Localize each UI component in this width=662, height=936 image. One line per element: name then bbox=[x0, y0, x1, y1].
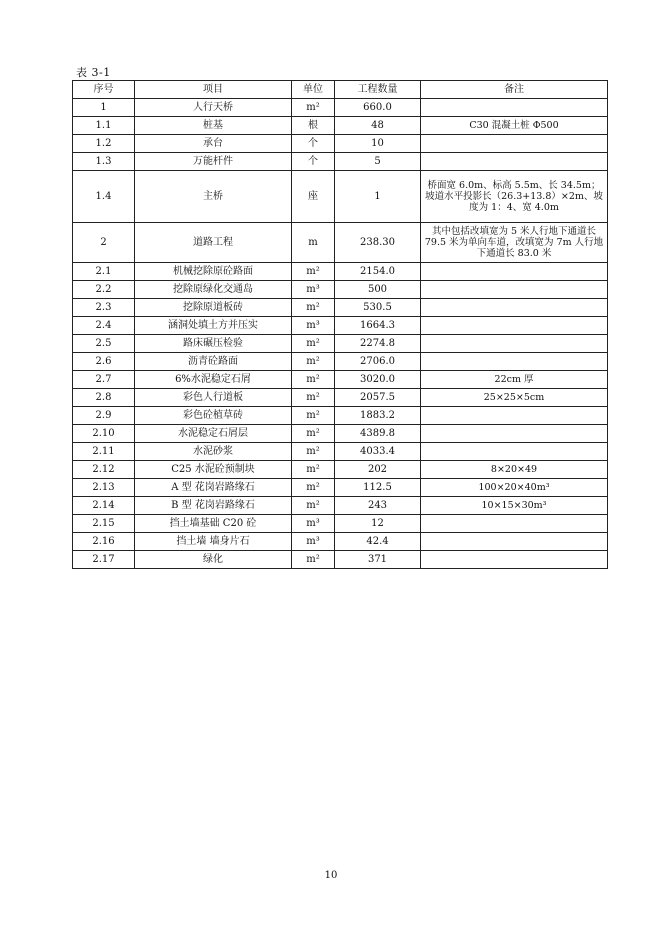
cell-notes bbox=[421, 335, 608, 353]
cell-qty: 243 bbox=[335, 497, 421, 515]
cell-no: 2.3 bbox=[73, 299, 135, 317]
cell-notes bbox=[421, 99, 608, 117]
cell-unit: m³ bbox=[292, 515, 335, 533]
cell-qty: 12 bbox=[335, 515, 421, 533]
cell-qty: 500 bbox=[335, 281, 421, 299]
cell-qty: 202 bbox=[335, 461, 421, 479]
cell-no: 2.10 bbox=[73, 425, 135, 443]
cell-no: 2.6 bbox=[73, 353, 135, 371]
table-row bbox=[73, 551, 608, 569]
cell-unit: m² bbox=[292, 425, 335, 443]
cell-unit: m² bbox=[292, 497, 335, 515]
cell-qty: 530.5 bbox=[335, 299, 421, 317]
cell-unit: m² bbox=[292, 263, 335, 281]
cell-item: 挖除原绿化交通岛 bbox=[135, 281, 292, 299]
cell-qty: 660.0 bbox=[335, 99, 421, 117]
cell-item: 挡土墙 墙身片石 bbox=[135, 533, 292, 551]
cell-notes bbox=[421, 135, 608, 153]
cell-notes bbox=[421, 425, 608, 443]
cell-unit: m² bbox=[292, 551, 335, 569]
cell-unit: m³ bbox=[292, 317, 335, 335]
header-qty: 工程数量 bbox=[335, 81, 421, 99]
cell-unit: m² bbox=[292, 371, 335, 389]
cell-item: 涵洞处填土方并压实 bbox=[135, 317, 292, 335]
cell-no: 2.9 bbox=[73, 407, 135, 425]
table-row bbox=[73, 443, 608, 461]
table-row bbox=[73, 335, 608, 353]
header-item: 项目 bbox=[135, 81, 292, 99]
cell-item: 挖除原道板砖 bbox=[135, 299, 292, 317]
cell-item: 彩色人行道板 bbox=[135, 389, 292, 407]
cell-notes bbox=[421, 533, 608, 551]
table-row bbox=[73, 99, 608, 117]
cell-qty: 10 bbox=[335, 135, 421, 153]
cell-no: 2.1 bbox=[73, 263, 135, 281]
cell-no: 2.17 bbox=[73, 551, 135, 569]
cell-no: 2.13 bbox=[73, 479, 135, 497]
table-row bbox=[73, 263, 608, 281]
table-row bbox=[73, 497, 608, 515]
cell-item: B 型 花岗岩路缘石 bbox=[135, 497, 292, 515]
cell-notes bbox=[421, 299, 608, 317]
cell-no: 1 bbox=[73, 99, 135, 117]
cell-item: 水泥稳定石屑层 bbox=[135, 425, 292, 443]
quantities-table bbox=[72, 80, 608, 569]
cell-notes bbox=[421, 317, 608, 335]
cell-item: 万能杆件 bbox=[135, 153, 292, 171]
cell-unit: m³ bbox=[292, 533, 335, 551]
cell-no: 2.5 bbox=[73, 335, 135, 353]
table-row bbox=[73, 171, 608, 223]
cell-qty: 1664.3 bbox=[335, 317, 421, 335]
table-row bbox=[73, 407, 608, 425]
cell-unit: m² bbox=[292, 99, 335, 117]
cell-qty: 238.30 bbox=[335, 223, 421, 263]
cell-item: 水泥砂浆 bbox=[135, 443, 292, 461]
header-unit: 单位 bbox=[292, 81, 335, 99]
cell-unit: m² bbox=[292, 353, 335, 371]
cell-item: 沥青砼路面 bbox=[135, 353, 292, 371]
cell-notes: 22cm 厚 bbox=[421, 371, 608, 389]
cell-no: 2.16 bbox=[73, 533, 135, 551]
cell-qty: 2706.0 bbox=[335, 353, 421, 371]
cell-qty: 5 bbox=[335, 153, 421, 171]
table-header-row bbox=[73, 81, 608, 99]
cell-unit: m² bbox=[292, 389, 335, 407]
cell-qty: 2154.0 bbox=[335, 263, 421, 281]
cell-qty: 1883.2 bbox=[335, 407, 421, 425]
cell-no: 2.12 bbox=[73, 461, 135, 479]
cell-notes: 8×20×49 bbox=[421, 461, 608, 479]
table-row bbox=[73, 299, 608, 317]
cell-no: 1.1 bbox=[73, 117, 135, 135]
cell-qty: 2057.5 bbox=[335, 389, 421, 407]
cell-unit: m² bbox=[292, 335, 335, 353]
cell-no: 2.4 bbox=[73, 317, 135, 335]
cell-qty: 42.4 bbox=[335, 533, 421, 551]
cell-no: 2.8 bbox=[73, 389, 135, 407]
cell-qty: 48 bbox=[335, 117, 421, 135]
cell-qty: 2274.8 bbox=[335, 335, 421, 353]
cell-item: 桩基 bbox=[135, 117, 292, 135]
cell-unit: m² bbox=[292, 407, 335, 425]
cell-no: 1.4 bbox=[73, 171, 135, 223]
cell-no: 2 bbox=[73, 223, 135, 263]
cell-notes bbox=[421, 263, 608, 281]
header-no: 序号 bbox=[73, 81, 135, 99]
cell-unit: m² bbox=[292, 443, 335, 461]
cell-item: 机械挖除原砼路面 bbox=[135, 263, 292, 281]
table-row bbox=[73, 371, 608, 389]
cell-notes bbox=[421, 551, 608, 569]
cell-unit: 个 bbox=[292, 153, 335, 171]
table-row bbox=[73, 461, 608, 479]
cell-notes bbox=[421, 353, 608, 371]
cell-unit: m² bbox=[292, 479, 335, 497]
cell-unit: m² bbox=[292, 299, 335, 317]
cell-notes bbox=[421, 443, 608, 461]
cell-no: 1.3 bbox=[73, 153, 135, 171]
table-row bbox=[73, 533, 608, 551]
cell-qty: 371 bbox=[335, 551, 421, 569]
cell-qty: 3020.0 bbox=[335, 371, 421, 389]
cell-notes: C30 混凝土桩 Φ500 bbox=[421, 117, 608, 135]
cell-notes: 100×20×40m³ bbox=[421, 479, 608, 497]
cell-unit: 座 bbox=[292, 171, 335, 223]
cell-notes bbox=[421, 407, 608, 425]
cell-notes: 10×15×30m³ bbox=[421, 497, 608, 515]
table-row bbox=[73, 515, 608, 533]
cell-notes: 25×25×5cm bbox=[421, 389, 608, 407]
table-row bbox=[73, 135, 608, 153]
cell-qty: 112.5 bbox=[335, 479, 421, 497]
cell-item: 人行天桥 bbox=[135, 99, 292, 117]
cell-unit: m² bbox=[292, 461, 335, 479]
table-row bbox=[73, 117, 608, 135]
cell-no: 2.2 bbox=[73, 281, 135, 299]
cell-unit: m bbox=[292, 223, 335, 263]
cell-notes bbox=[421, 515, 608, 533]
page-number: 10 bbox=[324, 870, 338, 881]
cell-notes: 其中包括改填宽为 5 米人行地下通道长 79.5 米为单向车道，改填宽为 7m 人行地下通道长 83.0 米 bbox=[421, 223, 608, 263]
cell-notes bbox=[421, 281, 608, 299]
cell-qty: 4033.4 bbox=[335, 443, 421, 461]
cell-item: A 型 花岗岩路缘石 bbox=[135, 479, 292, 497]
table-row bbox=[73, 223, 608, 263]
cell-item: C25 水泥砼预制块 bbox=[135, 461, 292, 479]
table-row bbox=[73, 153, 608, 171]
cell-item: 主桥 bbox=[135, 171, 292, 223]
cell-item: 彩色砼植草砖 bbox=[135, 407, 292, 425]
cell-item: 承台 bbox=[135, 135, 292, 153]
table-row bbox=[73, 317, 608, 335]
cell-qty: 1 bbox=[335, 171, 421, 223]
cell-no: 1.2 bbox=[73, 135, 135, 153]
cell-no: 2.11 bbox=[73, 443, 135, 461]
cell-item: 绿化 bbox=[135, 551, 292, 569]
cell-item: 路床碾压检验 bbox=[135, 335, 292, 353]
cell-no: 2.14 bbox=[73, 497, 135, 515]
cell-unit: 个 bbox=[292, 135, 335, 153]
table-row bbox=[73, 281, 608, 299]
cell-item: 6%水泥稳定石屑 bbox=[135, 371, 292, 389]
cell-no: 2.7 bbox=[73, 371, 135, 389]
cell-item: 挡土墙基础 C20 砼 bbox=[135, 515, 292, 533]
cell-notes bbox=[421, 153, 608, 171]
cell-qty: 4389.8 bbox=[335, 425, 421, 443]
cell-item: 道路工程 bbox=[135, 223, 292, 263]
cell-unit: m³ bbox=[292, 281, 335, 299]
header-notes: 备注 bbox=[421, 81, 608, 99]
cell-unit: 根 bbox=[292, 117, 335, 135]
cell-notes: 桥面宽 6.0m、标高 5.5m、长 34.5m；坡道水平投影长（26.3+13.8）×2m、坡度为 1：4、宽 4.0m bbox=[421, 171, 608, 223]
table-caption: 表 3-1 bbox=[76, 66, 111, 79]
table-row bbox=[73, 389, 608, 407]
table-row bbox=[73, 425, 608, 443]
table-row bbox=[73, 353, 608, 371]
table-row bbox=[73, 479, 608, 497]
cell-no: 2.15 bbox=[73, 515, 135, 533]
